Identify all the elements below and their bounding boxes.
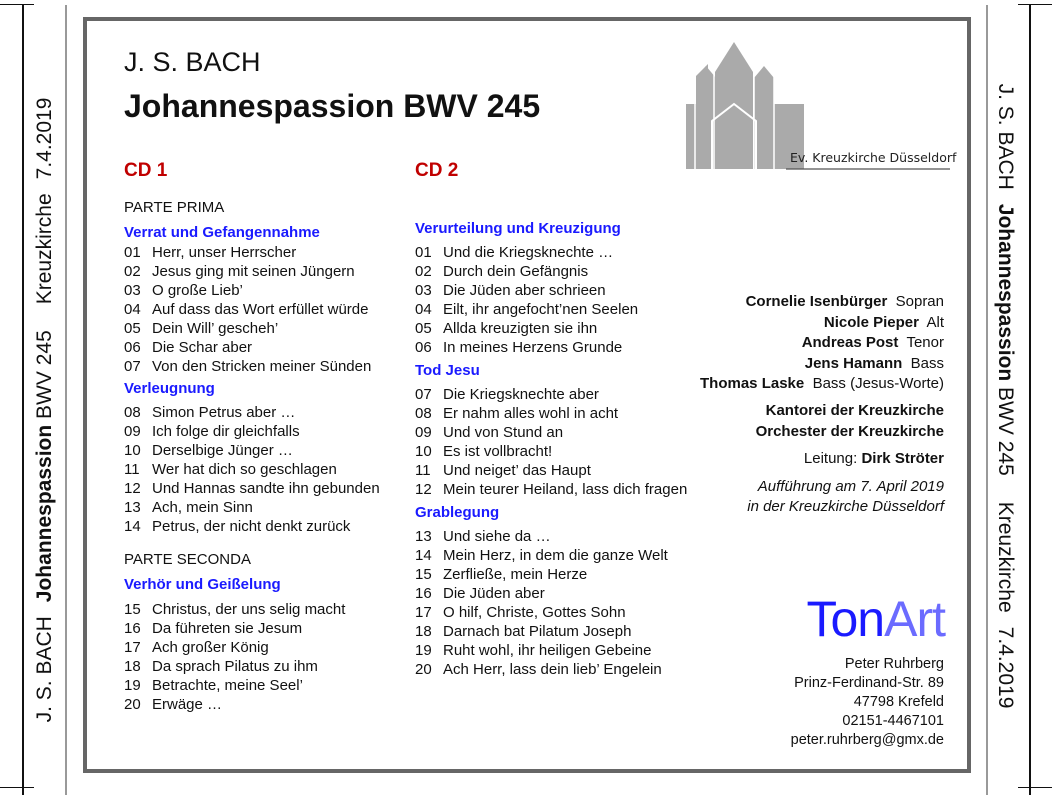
track-number: 05 xyxy=(124,320,141,337)
track-number: 12 xyxy=(124,480,141,497)
spine-venue: Kreuzkirche xyxy=(33,193,56,305)
track-number: 03 xyxy=(415,282,432,299)
part-heading: PARTE PRIMA xyxy=(124,199,225,216)
track-title: Darnach bat Pilatum Joseph xyxy=(443,623,632,640)
section-heading: Verleugnung xyxy=(124,380,215,397)
track-row xyxy=(124,262,355,281)
track-row xyxy=(415,527,551,546)
track-title: Betrachte, meine Seel’ xyxy=(152,677,303,694)
track-number: 19 xyxy=(415,642,432,659)
track-row xyxy=(415,243,613,262)
track-row xyxy=(124,300,369,319)
cd1-heading: CD 1 xyxy=(124,160,168,181)
section-heading: Verurteilung und Kreuzigung xyxy=(415,220,621,237)
track-title: Mein Herz, in dem die ganze Welt xyxy=(443,547,668,564)
church-logo xyxy=(686,42,957,172)
crop-tick xyxy=(0,4,34,5)
track-title: Petrus, der nicht denkt zurück xyxy=(152,518,351,535)
track-row xyxy=(415,660,662,679)
performance-note: Aufführung am 7. April 2019 xyxy=(757,478,944,495)
track-title: Da führeten sie Jesum xyxy=(152,620,303,637)
track-number: 16 xyxy=(415,585,432,602)
track-row xyxy=(124,619,302,638)
crop-tick xyxy=(1018,787,1052,788)
track-title: Ach, mein Sinn xyxy=(152,499,253,516)
conductor xyxy=(804,450,944,467)
track-row xyxy=(415,584,545,603)
track-row xyxy=(124,498,253,517)
track-title: Derselbige Jünger … xyxy=(152,442,293,459)
track-row xyxy=(124,319,278,338)
soloist xyxy=(805,355,944,372)
track-title: Und Hannas sandte ihn gebunden xyxy=(152,480,380,497)
cd2-heading: CD 2 xyxy=(415,160,459,181)
track-number: 02 xyxy=(415,263,432,280)
track-row xyxy=(124,460,337,479)
track-row xyxy=(124,441,293,460)
track-title: Auf dass das Wort erfüllet würde xyxy=(152,301,369,318)
track-number: 13 xyxy=(124,499,141,516)
track-title: Simon Petrus aber … xyxy=(152,404,296,421)
track-title: Ich folge dir gleichfalls xyxy=(152,423,300,440)
spine-venue: Kreuzkirche xyxy=(994,501,1017,613)
track-row xyxy=(415,262,588,281)
track-number: 08 xyxy=(124,404,141,421)
soloist xyxy=(746,293,944,310)
track-number: 04 xyxy=(415,301,432,318)
track-number: 20 xyxy=(415,661,432,678)
track-title: Herr, unser Herrscher xyxy=(152,244,297,261)
track-number: 09 xyxy=(124,423,141,440)
track-row xyxy=(124,479,380,498)
soloist-name: Thomas Laske xyxy=(700,375,805,392)
spine-work: Johannespassion xyxy=(33,424,56,603)
crop-line-right xyxy=(1029,5,1031,795)
conductor-name: Dirk Ströter xyxy=(861,450,944,467)
track-number: 18 xyxy=(124,658,141,675)
track-row xyxy=(415,300,638,319)
spine-date: 7.4.2019 xyxy=(994,626,1017,709)
spine-left xyxy=(33,98,57,723)
spine-bwv: BWV 245 xyxy=(994,387,1017,476)
track-row xyxy=(415,404,618,423)
soloist xyxy=(700,375,944,392)
track-title: Und die Kriegsknechte … xyxy=(443,244,614,261)
track-row xyxy=(124,422,300,441)
section-heading: Verhör und Geißelung xyxy=(124,576,281,593)
track-row xyxy=(124,517,350,536)
track-title: Mein teurer Heiland, lass dich fragen xyxy=(443,481,688,498)
section-heading: Grablegung xyxy=(415,504,500,521)
fold-line-right xyxy=(986,5,988,795)
crop-tick xyxy=(0,787,34,788)
section-heading: Verrat und Gefangennahme xyxy=(124,224,320,241)
track-row xyxy=(124,638,269,657)
track-title: Ach großer König xyxy=(152,639,269,656)
track-row xyxy=(124,403,295,422)
track-title: Jesus ging mit seinen Jüngern xyxy=(152,263,355,280)
soloist-role: Alt xyxy=(926,313,944,331)
soloist-role: Bass (Jesus-Worte) xyxy=(812,375,944,392)
soloist-name: Andreas Post xyxy=(801,334,899,351)
track-row xyxy=(124,281,243,300)
track-row xyxy=(415,385,599,404)
address-line: peter.ruhrberg@gmx.de xyxy=(790,732,944,748)
crop-tick xyxy=(1018,4,1052,5)
track-title: O große Lieb’ xyxy=(152,282,243,299)
track-row xyxy=(415,480,687,499)
track-row xyxy=(124,357,371,376)
track-number: 05 xyxy=(415,320,432,337)
ensemble: Kantorei der Kreuzkirche xyxy=(765,402,944,419)
label-logo xyxy=(806,590,945,648)
track-number: 14 xyxy=(415,547,432,564)
track-title: O hilf, Christe, Gottes Sohn xyxy=(443,604,626,621)
track-row xyxy=(415,319,597,338)
soloist-role: Tenor xyxy=(906,334,944,351)
track-row xyxy=(415,423,563,442)
track-row xyxy=(124,243,296,262)
track-number: 14 xyxy=(124,518,141,535)
track-title: Erwäge … xyxy=(152,696,223,713)
track-row xyxy=(124,657,318,676)
track-title: Christus, der uns selig macht xyxy=(152,601,346,618)
track-row xyxy=(415,546,668,565)
logo-caption: Ev. Kreuzkirche Düsseldorf xyxy=(790,150,957,165)
track-title: Allda kreuzigten sie ihn xyxy=(443,320,598,337)
track-number: 03 xyxy=(124,282,141,299)
track-title: Da sprach Pilatus zu ihm xyxy=(152,658,318,675)
track-number: 18 xyxy=(415,623,432,640)
track-title: Dein Will’ gescheh’ xyxy=(152,320,279,337)
track-number: 10 xyxy=(124,442,141,459)
spine-composer: J. S. BACH xyxy=(994,83,1017,190)
track-number: 17 xyxy=(415,604,432,621)
track-title: Durch dein Gefängnis xyxy=(443,263,589,280)
label-logo-ton: Ton xyxy=(806,591,885,647)
soloist-name: Nicole Pieper xyxy=(823,313,919,331)
track-row xyxy=(124,600,345,619)
soloist-role: Sopran xyxy=(895,293,944,310)
track-number: 16 xyxy=(124,620,141,637)
track-row xyxy=(415,622,631,641)
address-line: 02151-4467101 xyxy=(842,713,944,729)
track-title: Eilt, ihr angefocht’nen Seelen xyxy=(443,301,639,318)
address-line: Peter Ruhrberg xyxy=(844,656,944,672)
spine-right xyxy=(993,84,1017,709)
track-title: In meines Herzens Grunde xyxy=(443,339,623,356)
track-row xyxy=(124,338,252,357)
label-logo-art: Art xyxy=(884,591,945,647)
track-number: 09 xyxy=(415,424,432,441)
fold-line-left xyxy=(65,5,67,795)
track-title: Ruht wohl, ihr heiligen Gebeine xyxy=(443,642,652,659)
soloist-name: Cornelie Isenbürger xyxy=(745,293,888,310)
track-title: Die Jüden aber schrieen xyxy=(443,282,606,299)
spine-date: 7.4.2019 xyxy=(33,97,56,180)
track-number: 08 xyxy=(415,405,432,422)
track-number: 17 xyxy=(124,639,141,656)
spine-bwv: BWV 245 xyxy=(33,330,56,419)
track-row xyxy=(415,641,651,660)
address-line: Prinz-Ferdinand-Str. 89 xyxy=(794,675,944,691)
track-number: 10 xyxy=(415,443,432,460)
track-title: Die Jüden aber xyxy=(443,585,545,602)
track-number: 11 xyxy=(415,462,431,479)
track-title: Die Schar aber xyxy=(152,339,253,356)
track-row xyxy=(415,603,626,622)
track-number: 02 xyxy=(124,263,141,280)
track-number: 06 xyxy=(415,339,432,356)
part-heading: PARTE SECONDA xyxy=(124,551,251,568)
section-heading: Tod Jesu xyxy=(415,362,480,379)
track-row xyxy=(415,461,591,480)
track-number: 12 xyxy=(415,481,432,498)
track-number: 06 xyxy=(124,339,141,356)
track-title: Die Kriegsknechte aber xyxy=(443,386,599,403)
spine-work: Johannespassion xyxy=(994,203,1017,382)
composer: J. S. BACH xyxy=(124,47,261,77)
track-number: 13 xyxy=(415,528,432,545)
track-number: 20 xyxy=(124,696,141,713)
track-row xyxy=(415,565,587,584)
crop-line-left xyxy=(22,5,24,795)
soloist xyxy=(802,334,944,351)
track-number: 11 xyxy=(124,461,140,478)
soloist-name: Jens Hamann xyxy=(804,354,903,372)
track-number: 19 xyxy=(124,677,141,694)
work-title: Johannespassion BWV 245 xyxy=(124,88,541,124)
track-title: Und neiget’ das Haupt xyxy=(443,462,591,479)
address-line: 47798 Krefeld xyxy=(853,694,944,710)
track-row xyxy=(415,281,606,300)
track-title: Es ist vollbracht! xyxy=(443,443,553,460)
track-title: Wer hat dich so geschlagen xyxy=(152,461,337,478)
track-title: Und siehe da … xyxy=(443,528,551,545)
track-title: Und von Stund an xyxy=(443,424,564,441)
track-title: Er nahm alles wohl in acht xyxy=(443,405,619,422)
track-number: 15 xyxy=(415,566,432,583)
track-number: 01 xyxy=(415,244,432,261)
track-number: 07 xyxy=(415,386,432,403)
track-row xyxy=(415,338,622,357)
track-number: 15 xyxy=(124,601,141,618)
performance-note: in der Kreuzkirche Düsseldorf xyxy=(747,498,944,515)
track-row xyxy=(415,442,552,461)
track-title: Zerfließe, mein Herze xyxy=(443,566,588,583)
track-title: Von den Stricken meiner Sünden xyxy=(152,358,372,375)
conductor-label: Leitung: xyxy=(803,450,858,467)
spine-composer: J. S. BACH xyxy=(33,616,56,723)
track-number: 07 xyxy=(124,358,141,375)
track-row xyxy=(124,676,303,695)
track-number: 04 xyxy=(124,301,141,318)
track-title: Ach Herr, lass dein lieb’ Engelein xyxy=(443,661,662,678)
ensemble: Orchester der Kreuzkirche xyxy=(755,423,944,440)
soloist xyxy=(824,314,944,331)
soloist-role: Bass xyxy=(910,354,944,372)
track-row xyxy=(124,695,222,714)
track-number: 01 xyxy=(124,244,141,261)
